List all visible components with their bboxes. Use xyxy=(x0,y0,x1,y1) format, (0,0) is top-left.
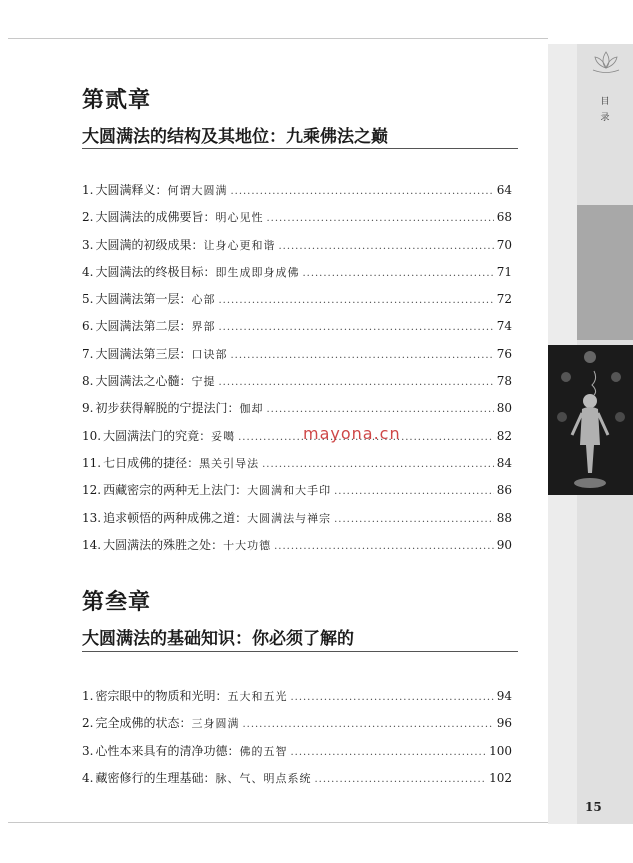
entry-page: 68 xyxy=(496,210,512,225)
dot-leader xyxy=(218,377,493,388)
entry-number: 7. xyxy=(82,346,94,361)
entry-title: 七日成佛的捷径： xyxy=(103,455,200,470)
entry-page: 70 xyxy=(496,237,512,252)
dot-leader xyxy=(334,514,494,525)
entry-number: 11. xyxy=(82,455,102,470)
entry-number: 3. xyxy=(82,743,94,758)
entry-page: 72 xyxy=(496,292,512,307)
entry-page: 88 xyxy=(496,510,512,525)
entry-subtitle: 宁提 xyxy=(191,375,216,389)
entry-title: 大圆满法第二层： xyxy=(95,319,192,334)
toc-entry[interactable] xyxy=(82,399,512,426)
entry-title: 大圆满法的成佛要旨： xyxy=(95,210,216,225)
dot-leader xyxy=(218,322,493,333)
entry-page: 80 xyxy=(496,401,512,416)
entry-page: 100 xyxy=(489,743,512,758)
entry-number: 1. xyxy=(82,183,94,197)
entry-subtitle: 妥噶 xyxy=(211,429,236,443)
side-band xyxy=(577,205,633,340)
entry-subtitle: 口诀部 xyxy=(191,347,228,361)
sidebar-label-bottom: 录 xyxy=(600,113,610,123)
chapter-subtitle: 大圆满法的结构及其地位：九乘佛法之巅 xyxy=(82,127,388,147)
entry-title: 大圆满法门的究竟： xyxy=(103,428,212,443)
chapter-rule xyxy=(82,148,518,149)
entry-page: 76 xyxy=(496,346,512,361)
toc-entry[interactable] xyxy=(82,687,512,714)
dot-leader xyxy=(302,268,493,279)
dot-leader xyxy=(266,213,493,224)
toc-entry[interactable] xyxy=(82,263,512,290)
entry-subtitle: 心部 xyxy=(191,293,216,307)
chapter-heading: 第叁章 xyxy=(82,590,152,615)
entry-number: 4. xyxy=(82,264,94,279)
dot-leader xyxy=(290,692,493,703)
entry-title: 大圆满释义： xyxy=(95,183,168,197)
entry-subtitle: 大圆满和大手印 xyxy=(247,484,332,498)
dot-leader xyxy=(242,719,493,730)
dot-leader xyxy=(262,459,494,470)
entry-subtitle: 佛的五智 xyxy=(239,744,288,758)
entry-page: 102 xyxy=(489,770,512,785)
entry-title: 大圆满的初级成果： xyxy=(95,237,204,252)
entry-number: 2. xyxy=(82,210,94,225)
entry-number: 2. xyxy=(82,716,94,731)
entry-subtitle: 明心见性 xyxy=(215,211,264,225)
entry-page: 90 xyxy=(496,537,512,552)
entry-subtitle: 界部 xyxy=(191,320,216,334)
entry-page: 82 xyxy=(496,428,512,443)
entry-subtitle: 十大功德 xyxy=(223,538,272,552)
entry-title: 西藏密宗的两种无上法门： xyxy=(103,483,248,498)
entry-page: 64 xyxy=(496,183,512,197)
dot-leader xyxy=(218,295,493,306)
entry-page: 96 xyxy=(496,716,512,731)
toc-entry[interactable] xyxy=(82,481,512,508)
entry-title: 大圆满法之心髓： xyxy=(95,374,192,389)
entry-subtitle: 黑关引导法 xyxy=(199,456,260,470)
dot-leader xyxy=(230,186,493,197)
page-number: 15 xyxy=(585,800,602,814)
entry-subtitle: 何谓大圆满 xyxy=(167,184,228,197)
toc-entry[interactable] xyxy=(82,742,512,769)
entry-number: 4. xyxy=(82,770,94,785)
entry-title: 藏密修行的生理基础： xyxy=(95,770,216,785)
toc-entry[interactable] xyxy=(82,454,512,481)
entry-subtitle: 脉、气、明点系统 xyxy=(215,771,312,785)
entry-number: 13. xyxy=(82,510,102,525)
sidebar-label-top: 目 xyxy=(600,97,610,107)
toc-entry[interactable] xyxy=(82,372,512,399)
entry-title: 密宗眼中的物质和光明： xyxy=(95,689,228,703)
entry-subtitle: 伽却 xyxy=(239,402,264,416)
entry-page: 74 xyxy=(496,319,512,334)
chapter-rule xyxy=(82,651,518,652)
toc-entry[interactable] xyxy=(82,208,512,235)
entry-title: 初步获得解脱的宁提法门： xyxy=(95,401,240,416)
toc-entry[interactable] xyxy=(82,236,512,263)
entry-number: 10. xyxy=(82,428,102,443)
deity-illustration xyxy=(548,345,633,495)
entry-subtitle: 五大和五光 xyxy=(227,690,288,703)
dot-leader xyxy=(230,350,493,361)
dot-leader xyxy=(290,747,486,758)
toc-entry[interactable] xyxy=(82,345,512,372)
chapter-heading: 第贰章 xyxy=(82,88,152,113)
entry-title: 大圆满法的终极目标： xyxy=(95,264,216,279)
entry-title: 大圆满法第一层： xyxy=(95,292,192,307)
entry-subtitle: 即生成即身成佛 xyxy=(215,265,300,279)
entry-title: 完全成佛的状态： xyxy=(95,716,192,731)
chapter-subtitle: 大圆满法的基础知识：你必须了解的 xyxy=(82,629,354,649)
dot-leader xyxy=(314,774,486,785)
entry-page: 71 xyxy=(496,264,512,279)
toc-entry[interactable] xyxy=(82,536,512,563)
dot-leader xyxy=(334,486,494,497)
top-rule xyxy=(8,38,548,39)
entry-subtitle: 三身圆满 xyxy=(191,717,240,731)
entry-page: 86 xyxy=(496,483,512,498)
toc-entry[interactable] xyxy=(82,714,512,741)
toc-entry[interactable] xyxy=(82,427,512,454)
entry-number: 9. xyxy=(82,401,94,416)
entry-number: 3. xyxy=(82,237,94,252)
entry-page: 94 xyxy=(496,689,512,703)
toc-entry[interactable] xyxy=(82,317,512,344)
entry-title: 追求顿悟的两种成佛之道： xyxy=(103,510,248,525)
entry-number: 8. xyxy=(82,374,94,389)
dot-leader xyxy=(266,404,493,415)
entry-number: 5. xyxy=(82,292,94,307)
entry-title: 大圆满法的殊胜之处： xyxy=(103,537,224,552)
toc-entry[interactable] xyxy=(82,769,512,796)
toc-entry[interactable] xyxy=(82,290,512,317)
toc-entry[interactable] xyxy=(82,181,512,208)
toc-list xyxy=(82,181,512,563)
entry-number: 1. xyxy=(82,689,94,703)
entry-subtitle: 让身心更和谐 xyxy=(203,238,276,252)
toc-entry[interactable] xyxy=(82,509,512,536)
lotus-icon xyxy=(590,48,622,76)
entry-page: 78 xyxy=(496,374,512,389)
dot-leader xyxy=(274,541,494,552)
dot-leader xyxy=(278,241,493,252)
entry-title: 大圆满法第三层： xyxy=(95,346,192,361)
entry-subtitle: 大圆满法与禅宗 xyxy=(247,511,332,525)
bottom-rule xyxy=(8,822,588,823)
entry-number: 14. xyxy=(82,537,102,552)
entry-page: 84 xyxy=(496,455,512,470)
entry-title: 心性本来具有的清净功德： xyxy=(95,743,240,758)
toc-list xyxy=(82,687,512,796)
entry-number: 12. xyxy=(82,483,102,498)
watermark-text: mayona.cn xyxy=(303,424,401,443)
entry-number: 6. xyxy=(82,319,94,334)
